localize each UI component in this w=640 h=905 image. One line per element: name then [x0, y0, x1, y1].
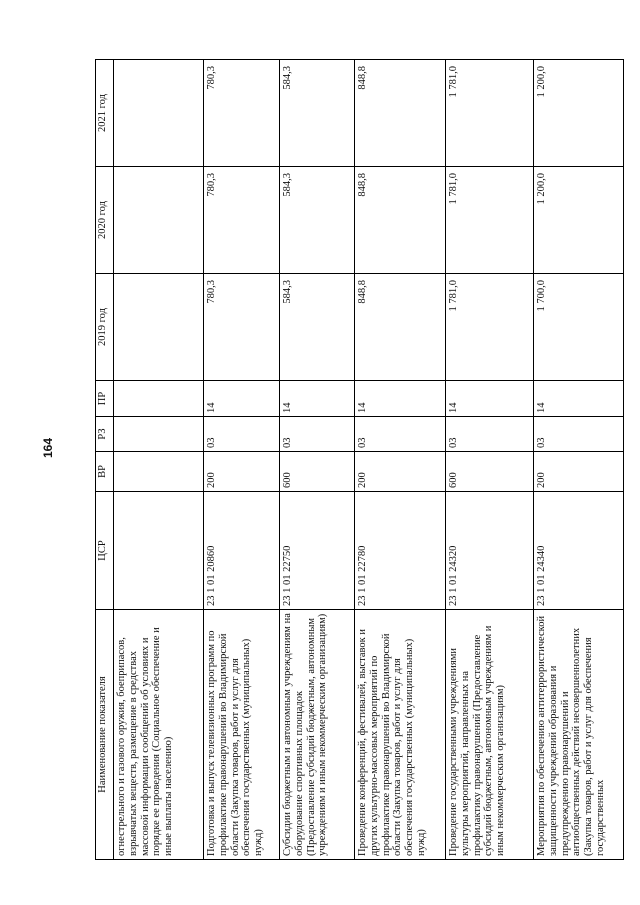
row-2021: 848,8 — [355, 60, 446, 167]
row-name: Подготовка и выпуск телевизионных программ по профилактике правонарушений во Владимирской области (Закупка товаров, работ и услуг для обеспечения государственных (муниципальных) нужд) — [204, 610, 280, 860]
row-csr: 23 1 01 22750 — [280, 492, 355, 610]
row-rz: 03 — [534, 417, 624, 452]
row-2019: 848,8 — [355, 274, 446, 381]
row-2021: 584,3 — [280, 60, 355, 167]
header-csr: ЦСР — [96, 492, 114, 610]
header-2020: 2020 год — [96, 167, 114, 274]
row-2019: 780,3 — [204, 274, 280, 381]
table-row — [280, 60, 355, 860]
header-2021: 2021 год — [96, 60, 114, 167]
row-name: Проведение конференций, фестивалей, выставок и других культурно-массовых мероприятий по профилактике правонарушений во Владимирской области (Закупка товаров, работ и услуг для обеспечения государственных (муниципальных) нужд) — [355, 610, 446, 860]
row-2020: 780,3 — [204, 167, 280, 274]
row-vr — [114, 452, 204, 492]
budget-table-rotated — [95, 60, 606, 860]
page-number: 164 — [41, 437, 55, 458]
row-vr: 200 — [534, 452, 624, 492]
header-rz: РЗ — [96, 417, 114, 452]
row-vr: 600 — [280, 452, 355, 492]
row-rz — [114, 417, 204, 452]
row-2019: 584,3 — [280, 274, 355, 381]
table-row — [534, 60, 624, 860]
row-rz: 03 — [446, 417, 534, 452]
row-name: огнестрельного и газового оружия, боеприпасов, взрывчатых веществ, размещение в средствах массовой информации сообщений об условиях и порядке ее проведения (Социальное обеспечение и иные выплаты населению) — [114, 610, 204, 860]
row-2020: 848,8 — [355, 167, 446, 274]
row-2020: 584,3 — [280, 167, 355, 274]
table-row — [446, 60, 534, 860]
row-pr — [114, 381, 204, 417]
row-2019 — [114, 274, 204, 381]
row-2021: 1 200,0 — [534, 60, 624, 167]
row-vr: 600 — [446, 452, 534, 492]
row-2021: 780,3 — [204, 60, 280, 167]
row-2019: 1 700,0 — [534, 274, 624, 381]
row-vr: 200 — [355, 452, 446, 492]
row-csr: 23 1 01 22780 — [355, 492, 446, 610]
header-name: Наименование показателя — [96, 610, 114, 860]
row-pr: 14 — [280, 381, 355, 417]
table-header-row — [96, 60, 114, 860]
row-pr: 14 — [204, 381, 280, 417]
table-row — [204, 60, 280, 860]
table-row — [114, 60, 204, 860]
row-2021 — [114, 60, 204, 167]
row-vr: 200 — [204, 452, 280, 492]
row-csr: 23 1 01 24340 — [534, 492, 624, 610]
row-name: Субсидии бюджетным и автономным учреждениям на оборудование спортивных площадок (Предоставление субсидий бюджетным, автономным учреждениям и иным некоммерческим организациям) — [280, 610, 355, 860]
row-pr: 14 — [446, 381, 534, 417]
table-row — [355, 60, 446, 860]
header-2019: 2019 год — [96, 274, 114, 381]
header-vr: ВР — [96, 452, 114, 492]
row-csr — [114, 492, 204, 610]
row-2020: 1 781,0 — [446, 167, 534, 274]
row-name: Мероприятия по обеспечению антитеррористической защищенности учреждений образования и предупреждению правонарушений и антиобщественных действий несовершеннолетних (Закупка товаров, работ и услуг для обеспечения государственных — [534, 610, 624, 860]
row-name: Проведение государственными учреждениями культуры мероприятий, направленных на профилактику правонарушений (Предоставление субсидий бюджетным, автономным учреждениям и иным некоммерческим организациям) — [446, 610, 534, 860]
row-rz: 03 — [204, 417, 280, 452]
row-csr: 23 1 01 24320 — [446, 492, 534, 610]
row-2021: 1 781,0 — [446, 60, 534, 167]
row-2020 — [114, 167, 204, 274]
row-2019: 1 781,0 — [446, 274, 534, 381]
budget-table — [95, 59, 624, 860]
row-pr: 14 — [534, 381, 624, 417]
header-pr: ПР — [96, 381, 114, 417]
row-pr: 14 — [355, 381, 446, 417]
row-rz: 03 — [280, 417, 355, 452]
row-rz: 03 — [355, 417, 446, 452]
row-csr: 23 1 01 20860 — [204, 492, 280, 610]
row-2020: 1 200,0 — [534, 167, 624, 274]
